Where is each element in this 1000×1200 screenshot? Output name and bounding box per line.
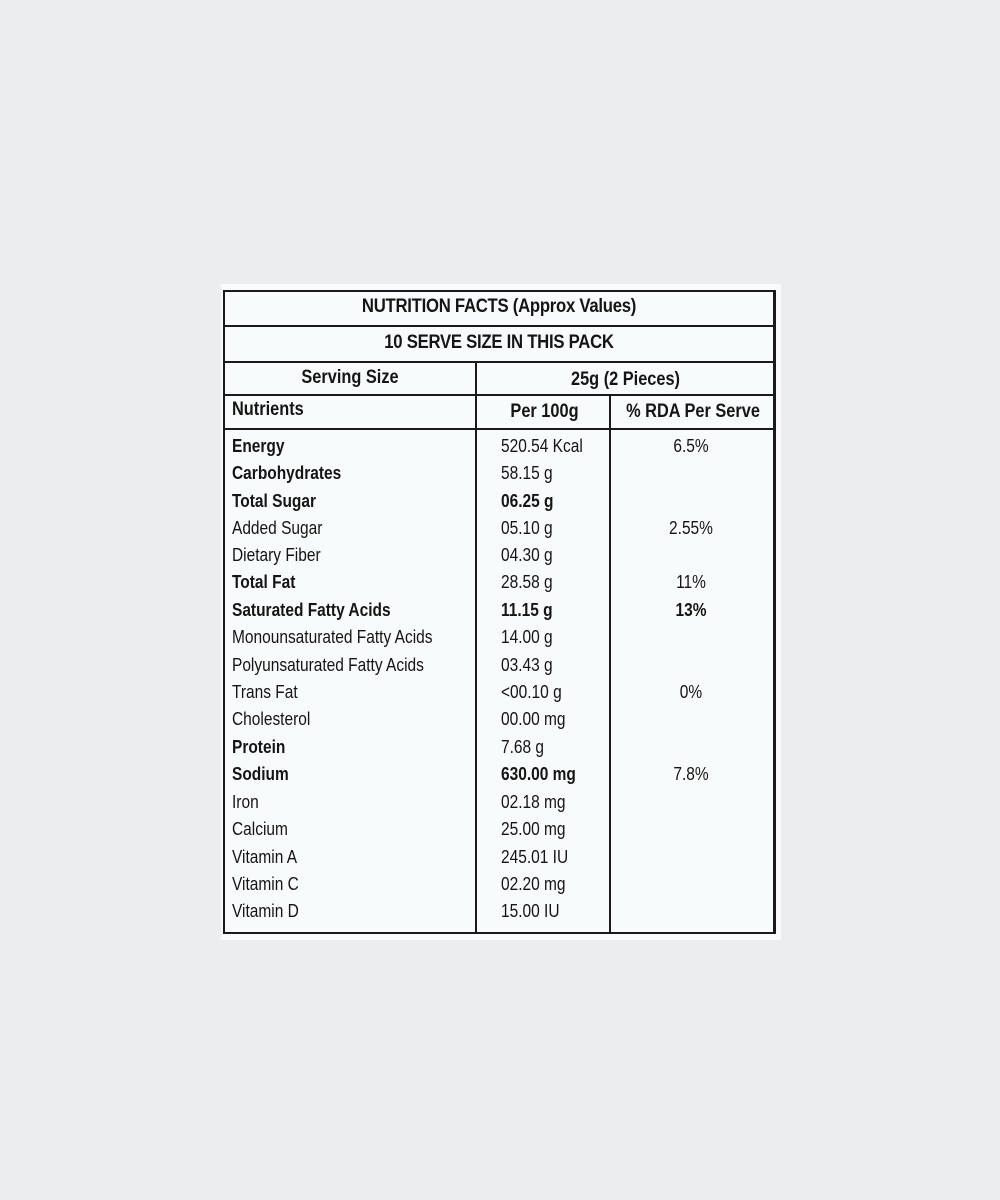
serving-size-label: Serving Size: [301, 367, 399, 388]
table-row: [225, 792, 773, 819]
table-row: [225, 572, 773, 599]
table-row: [225, 436, 773, 463]
nutrient-name: Dietary Fiber: [232, 545, 321, 565]
nutrient-value: 245.01 IU: [501, 847, 569, 867]
nutrient-rda: 6.5%: [673, 436, 709, 456]
table-row: [225, 874, 773, 901]
nutrient-name: Saturated Fatty Acids: [232, 600, 391, 620]
nutrient-name: Vitamin A: [232, 847, 298, 867]
nutrient-name: Total Fat: [232, 572, 296, 592]
table-row: [225, 545, 773, 572]
divider: [225, 361, 773, 363]
table-row: [225, 709, 773, 736]
nutrient-value: 14.00 g: [501, 627, 553, 647]
nutrient-value: 06.25 g: [501, 491, 554, 511]
divider: [225, 325, 773, 327]
table-row: [225, 737, 773, 764]
nutrient-value: 02.18 mg: [501, 792, 566, 812]
divider: [225, 394, 773, 396]
serve-count: 10 SERVE SIZE IN THIS PACK: [384, 332, 614, 353]
nutrient-rda: 2.55%: [669, 518, 713, 538]
nutrient-rda: 11%: [676, 572, 706, 592]
nutrient-name: Protein: [232, 737, 286, 757]
nutrient-value: <00.10 g: [501, 682, 562, 702]
nutrient-value: 00.00 mg: [501, 709, 566, 729]
column-header-rda: % RDA Per Serve: [626, 401, 760, 422]
nutrient-name: Total Sugar: [232, 491, 317, 511]
table-row: [225, 627, 773, 654]
nutrient-name: Calcium: [232, 819, 288, 839]
nutrient-value: 58.15 g: [501, 463, 553, 483]
column-header-nutrients: Nutrients: [232, 399, 304, 420]
label-sheet: [221, 284, 781, 940]
nutrient-value: 04.30 g: [501, 545, 553, 565]
nutrient-value: 02.20 mg: [501, 874, 566, 894]
nutrient-name: Energy: [232, 436, 285, 456]
nutrient-name: Polyunsaturated Fatty Acids: [232, 655, 424, 675]
nutrient-rda: 0%: [679, 682, 703, 702]
nutrient-value: 28.58 g: [501, 572, 553, 592]
nutrient-name: Vitamin D: [232, 901, 299, 921]
table-row: [225, 518, 773, 545]
table-row: [225, 600, 773, 627]
nutrient-name: Monounsaturated Fatty Acids: [232, 627, 433, 647]
table-row: [225, 901, 773, 928]
nutrient-name: Sodium: [232, 764, 289, 784]
nutrient-name: Cholesterol: [232, 709, 311, 729]
nutrient-rda: 13%: [675, 600, 707, 620]
nutrient-value: 11.15 g: [501, 600, 553, 620]
table-row: [225, 655, 773, 682]
column-header-per-100g: Per 100g: [510, 401, 579, 422]
table-row: [225, 682, 773, 709]
nutrient-value: 15.00 IU: [501, 901, 560, 921]
nutrient-value: 520.54 Kcal: [501, 436, 583, 456]
divider: [225, 428, 773, 430]
table-row: [225, 847, 773, 874]
nutrient-rda: 7.8%: [673, 764, 709, 784]
nutrient-name: Added Sugar: [232, 518, 323, 538]
nutrient-name: Iron: [232, 792, 259, 812]
table-row: [225, 764, 773, 791]
table-title: NUTRITION FACTS (Approx Values): [361, 296, 637, 317]
nutrient-name: Carbohydrates: [232, 463, 342, 483]
nutrient-value: 7.68 g: [501, 737, 545, 757]
nutrient-name: Trans Fat: [232, 682, 298, 702]
table-row: [225, 491, 773, 518]
table-row: [225, 819, 773, 846]
nutrient-value: 05.10 g: [501, 518, 553, 538]
nutrient-value: 03.43 g: [501, 655, 553, 675]
table-row: [225, 463, 773, 490]
nutrition-facts-table: [223, 290, 776, 934]
serving-size-value: 25g (2 Pieces): [570, 369, 681, 390]
nutrient-name: Vitamin C: [232, 874, 299, 894]
nutrient-value: 630.00 mg: [501, 764, 576, 784]
nutrient-value: 25.00 mg: [501, 819, 566, 839]
